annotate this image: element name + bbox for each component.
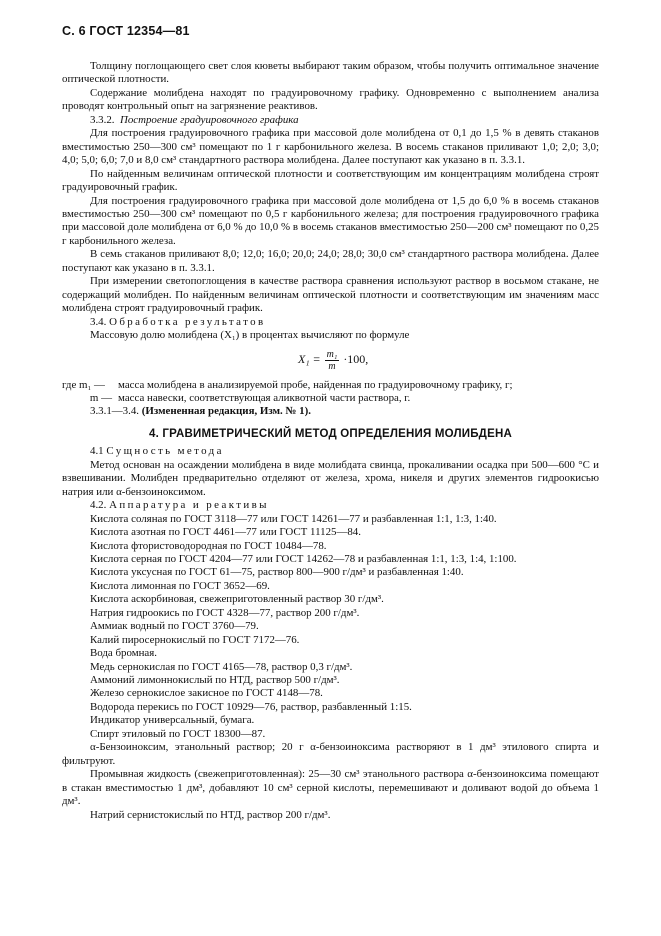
paragraph: Промывная жидкость (свежеприготовленная): 25—30 см³ этанольного раствора α-бензоиноксима помещают в стакан вместимостью 1 дм³, добавляют 10 см³ серной кислоты, перемешивают и доливают водой до объема 1 дм³. (62, 768, 599, 808)
formula-fraction (325, 349, 340, 372)
paragraph: α-Бензоиноксим, этанольный раствор; 20 г α-бензоиноксима растворяют в 1 дм³ этилового спирта и фильтруют. (62, 741, 599, 767)
legend-label: где m₁ — (62, 378, 105, 391)
subsection-title: Обработка результатов (109, 315, 266, 328)
formula-rhs: ·100, (343, 352, 369, 367)
paragraph: Содержание молибдена находят по градуировочному графику. Одновременно с выполнением анализа проводят контрольный опыт на загрязнение реактивов. (62, 86, 599, 113)
formula-lhs: X₁ = (298, 352, 321, 367)
formula-numerator: m₁ (326, 348, 338, 360)
reagent-item: Кислота соляная по ГОСТ 3118—77 или ГОСТ 14261—77 и разбавленная 1:1, 1:3, 1:40. (90, 512, 497, 525)
subsection-title: Построение градуировочного графика (119, 113, 299, 126)
formula-denominator: m (328, 360, 336, 372)
subsection-number: 3.4. (90, 315, 107, 328)
subsection-heading (62, 114, 599, 127)
reagent-item: Аммиак водный по ГОСТ 3760—79. (90, 620, 259, 633)
formula-legend-row (62, 379, 599, 392)
reagent-item: Аммоний лимоннокислый по НТД, раствор 500 г/дм³. (90, 674, 340, 687)
legend-label: m — (89, 391, 112, 404)
reagent-item: Кислота азотная по ГОСТ 4461—77 или ГОСТ 11125—84. (90, 526, 361, 539)
subsection-number: 4.1 (90, 445, 104, 458)
reagent-item: Кислота фтористоводородная по ГОСТ 10484—78. (90, 539, 327, 552)
paragraph: Массовую долю молибдена (X₁) в процентах вычисляют по формуле (90, 329, 410, 342)
document-body (62, 60, 599, 822)
paragraph: При измерении светопоглощения в качестве раствора сравнения используют раствор в восьмом стакане, не содержащий молибден. По найденным величинам оптической плотности и соответствующим им значениям масс молибдена строят градуировочный график. (62, 275, 599, 315)
section-title: 4. ГРАВИМЕТРИЧЕСКИЙ МЕТОД ОПРЕДЕЛЕНИЯ МОЛИБДЕНА (149, 427, 512, 440)
reagent-item: Кислота лимонная по ГОСТ 3652—69. (90, 579, 270, 592)
amendment-note (62, 405, 599, 418)
paragraph: В семь стаканов приливают 8,0; 12,0; 16,0; 20,0; 24,0; 28,0; 30,0 см³ стандартного раствора молибдена. Далее поступают как указано в п. 3.3.1. (62, 248, 599, 274)
reagent-item: Медь сернокислая по ГОСТ 4165—78, раствор 0,3 г/дм³. (90, 660, 353, 673)
amendment-text: (Измененная редакция, Изм. № 1). (141, 405, 311, 418)
reagent-item: Натрия гидроокись по ГОСТ 4328—77, раствор 200 г/дм³. (90, 606, 360, 619)
subsection-heading (62, 316, 599, 329)
reagent-item: Кислота уксусная по ГОСТ 61—75, раствор 800—900 г/дм³ и разбавленная 1:40. (90, 566, 464, 579)
formula (62, 343, 599, 379)
subsection-title: Сущность метода (106, 445, 224, 458)
subsection-number: 3.3.2. (90, 113, 115, 126)
reagent-item: Кислота аскорбиновая, свежеприготовленный раствор 30 г/дм³. (90, 593, 384, 606)
reagent-item: Индикатор универсальный, бумага. (90, 714, 255, 727)
reagent-item: Калий пиросернокислый по ГОСТ 7172—76. (90, 633, 300, 646)
amendment-ref: 3.3.1—3.4. (90, 405, 140, 418)
subsection-heading (62, 445, 599, 458)
subsection-heading (62, 499, 599, 512)
page-header: С. 6 ГОСТ 12354—81 (62, 24, 190, 38)
paragraph: Для построения градуировочного графика при массовой доле молибдена от 0,1 до 1,5 % в девять стаканов вместимостью 250—300 см³ помещают по 1 г карбонильного железа. В восемь стаканов приливают 1,0; 2,0; 3,0; 4,0; 5,0; 6,0; 7,0 и 8,0 см³ стандартного раствора молибдена. Далее поступают как указано в п. 3.3.1. (62, 127, 599, 167)
reagent-item: Кислота серная по ГОСТ 4204—77 или ГОСТ 14262—78 и разбавленная 1:1, 1:3, 1:4, 1:100. (90, 552, 517, 565)
subsection-title: Аппаратура и реактивы (109, 499, 269, 512)
formula-legend-row (62, 392, 599, 405)
paragraph: Толщину поглощающего свет слоя кюветы выбирают таким образом, чтобы получить оптимальное значение оптической плотности. (62, 60, 599, 86)
paragraph: Для построения градуировочного графика при массовой доле молибдена от 1,5 до 6,0 % в восемь стаканов вместимостью 250—300 см³ помещают по 0,5 г карбонильного железа; для построения градуировочного графика при массовой доле молибдена от 6,0 % до 10,0 % в восемь стаканов вместимостью 250—200 см³ помещают по 0,25 г карбонильного железа. (62, 194, 599, 247)
reagent-item: Железо сернокислое закисное по ГОСТ 4148—78. (90, 687, 323, 700)
reagent-item: Водорода перекись по ГОСТ 10929—76, раствор, разбавленный 1:15. (90, 700, 412, 713)
subsection-number: 4.2. (90, 499, 107, 512)
legend-text: масса молибдена в анализируемой пробе, найденная по градуировочному графику, г; (118, 378, 513, 391)
paragraph: По найденным величинам оптической плотности и соответствующим им концентрациям молибдена строят градуировочный график. (62, 167, 599, 194)
paragraph: Метод основан на осаждении молибдена в виде молибдата свинца, прокаливании осадка при 500—600 °С и взвешивании. Молибден предварительно отделяют от железа, хрома, никеля и других элементов гидроокисью натрия или α-бензоиноксимом. (62, 458, 599, 498)
reagent-item: Спирт этиловый по ГОСТ 18300—87. (90, 727, 266, 740)
legend-text: масса навески, соответствующая аликвотной части раствора, г. (118, 391, 411, 404)
reagent-item: Вода бромная. (90, 647, 158, 660)
paragraph: Натрий сернистокислый по НТД, раствор 200 г/дм³. (90, 808, 331, 821)
